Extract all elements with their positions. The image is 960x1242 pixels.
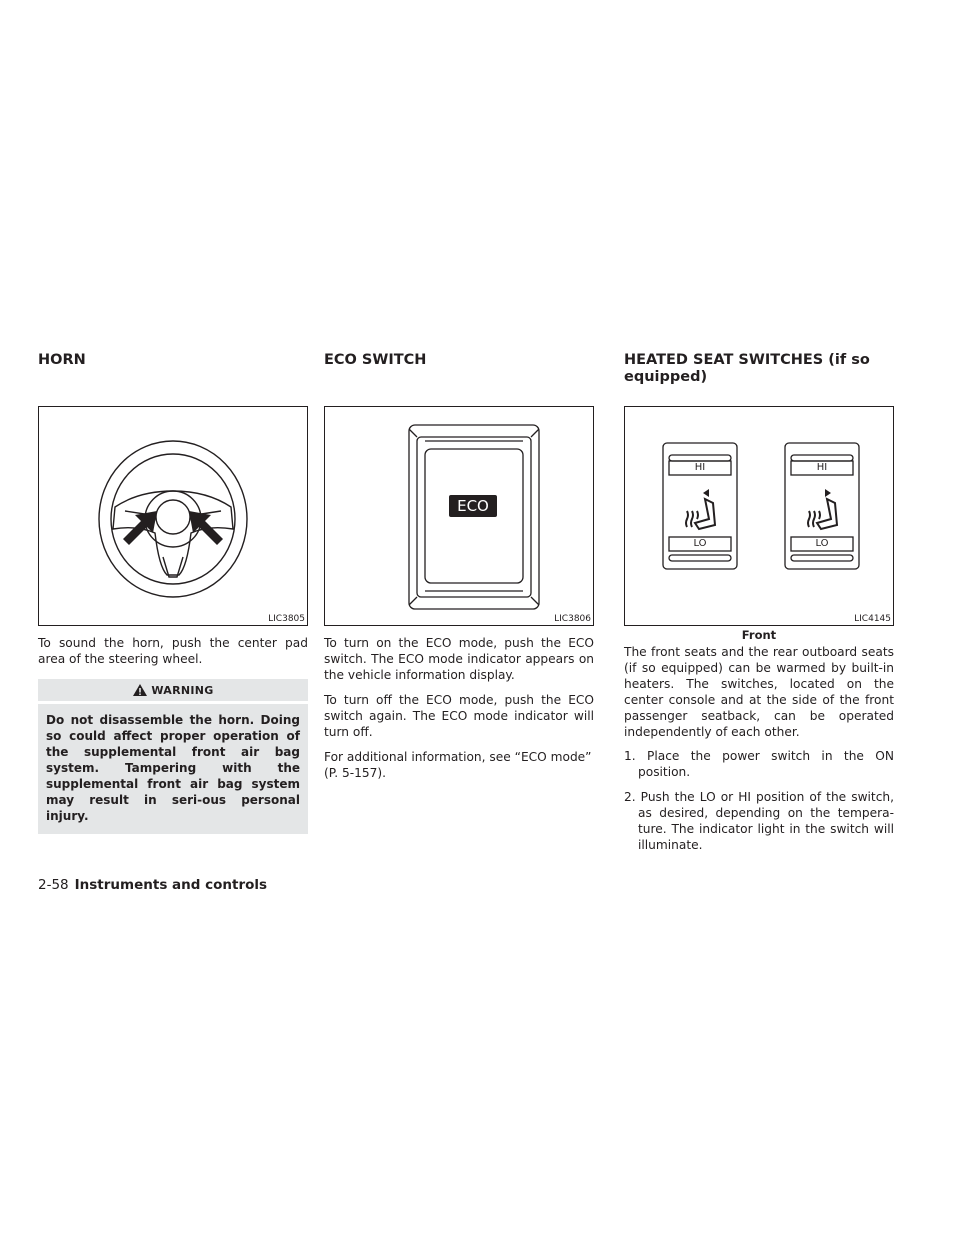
eco-paragraph-1: To turn on the ECO mode, push the ECO switch. The ECO mode indicator appears on the vehicle information display. bbox=[324, 636, 594, 682]
steering-wheel-figure bbox=[38, 406, 308, 626]
horn-warning-box bbox=[38, 679, 308, 834]
heated-seat-figure-caption: Front bbox=[741, 628, 777, 642]
heated-seat-steps bbox=[624, 748, 894, 853]
warning-label: WARNING bbox=[151, 683, 214, 697]
eco-paragraph-2: To turn off the ECO mode, push the ECO switch again. The ECO mode indicator will turn off. bbox=[324, 693, 594, 739]
left-switch-hi: HI bbox=[694, 462, 706, 473]
left-switch-lo: LO bbox=[693, 538, 707, 549]
right-switch-lo: LO bbox=[815, 538, 829, 549]
horn-figure-code: LIC3805 bbox=[268, 614, 305, 624]
horn-body: To sound the horn, push the center pad area of the steering wheel. bbox=[38, 636, 308, 666]
right-arrow-icon bbox=[825, 489, 831, 497]
warning-triangle-icon bbox=[132, 683, 148, 697]
heated-seat-switches-illustration bbox=[625, 407, 893, 625]
horn-heading: HORN bbox=[38, 352, 86, 368]
step-2: 2. Push the LO or HI position of the switch, as desired, depending on the tempera-ture. The indicator light in the switch will illuminate. bbox=[624, 790, 894, 852]
step-1: 1. Place the power switch in the ON position. bbox=[624, 749, 894, 779]
eco-paragraph-3: For additional information, see “ECO mode” (P. 5-157). bbox=[324, 750, 592, 780]
heated-seat-figure-code: LIC4145 bbox=[854, 614, 891, 624]
eco-figure-code: LIC3806 bbox=[554, 614, 591, 624]
page-number: 2-58 bbox=[38, 877, 69, 893]
left-arrow-icon bbox=[703, 489, 709, 497]
eco-figure-label: ECO bbox=[457, 497, 489, 515]
eco-switch-figure bbox=[324, 406, 594, 626]
heated-seat-heading: HEATED SEAT SWITCHES (if so equipped) bbox=[624, 352, 870, 385]
heated-seat-figure bbox=[624, 406, 894, 626]
heated-seat-body: The front seats and the rear outboard seats (if so equipped) can be warmed by built-in heaters. The switches, located on the center console and at the side of the front passenger seatback, can be operated independently of each other. bbox=[624, 645, 894, 739]
eco-section bbox=[324, 352, 594, 781]
warning-header bbox=[38, 679, 308, 704]
section-title: Instruments and controls bbox=[74, 877, 268, 893]
seat-heater-icon bbox=[686, 499, 837, 529]
page-footer bbox=[38, 877, 267, 893]
heated-seat-section bbox=[624, 352, 894, 862]
horn-section bbox=[38, 352, 308, 834]
warning-text: Do not disassemble the horn. Doing so could affect proper operation of the supplemental front air bag system. Tampering with the supplemental front air bag system may result in seri-ous personal injury. bbox=[46, 713, 300, 823]
eco-heading: ECO SWITCH bbox=[324, 352, 427, 368]
steering-wheel-illustration bbox=[39, 407, 307, 625]
right-switch-hi: HI bbox=[816, 462, 828, 473]
